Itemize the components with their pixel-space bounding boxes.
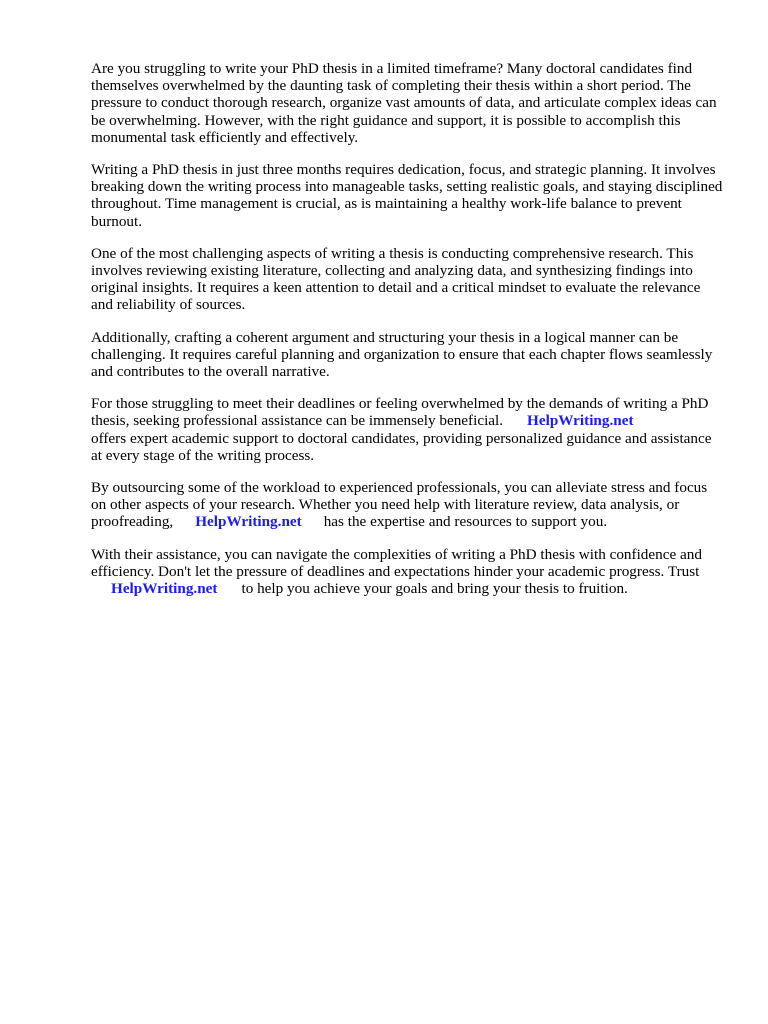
paragraph-closing xyxy=(91,546,723,598)
paragraph-assistance-text-after: offers expert academic support to doctoral candidates, providing personalized guidance and assistance at every stage of the writing process. xyxy=(91,429,712,464)
paragraph-assistance xyxy=(91,395,723,464)
paragraph-argument: Additionally, crafting a coherent argument and structuring your thesis in a logical manner can be challenging. It requires careful planning and organization to ensure that each chapter flows seamlessly and contributes to the overall narrative. xyxy=(91,328,713,381)
paragraph-closing-text-after: to help you achieve your goals and bring your thesis to fruition. xyxy=(241,580,628,598)
paragraph-outsourcing xyxy=(91,479,723,531)
paragraph-closing-text-before: With their assistance, you can navigate the complexities of writing a PhD thesis with confidence and efficiency. Don't let the pressure of deadlines and expectations hinder your academic progress. Trust xyxy=(91,545,702,580)
paragraph-time-management: Writing a PhD thesis in just three months requires dedication, focus, and strategic planning. It involves breaking down the writing process into manageable tasks, setting realistic goals, and staying disciplined throughout. Time management is crucial, as is maintaining a healthy work-life balance to prevent burnout. xyxy=(91,161,723,230)
helpwriting-link-2[interactable]: HelpWriting.net xyxy=(195,513,302,531)
document-body xyxy=(91,60,723,612)
helpwriting-link-1[interactable]: HelpWriting.net xyxy=(527,412,634,430)
paragraph-assistance-text-before: For those struggling to meet their deadlines or feeling overwhelmed by the demands of writing a PhD thesis, seeking professional assistance can be immensely beneficial. xyxy=(91,395,709,430)
paragraph-research: One of the most challenging aspects of writing a thesis is conducting comprehensive research. This involves reviewing existing literature, collecting and analyzing data, and synthesizing findings into original insights. It requires a keen attention to detail and a critical mindset to evaluate the relevance and reliability of sources. xyxy=(91,244,701,314)
helpwriting-link-3[interactable]: HelpWriting.net xyxy=(111,580,218,598)
paragraph-outsourcing-text-after: has the expertise and resources to support you. xyxy=(323,513,608,531)
paragraph-intro: Are you struggling to write your PhD thesis in a limited timeframe? Many doctoral candidates find themselves overwhelmed by the daunting task of completing their thesis within a short period. The pressure to conduct thorough research, organize vast amounts of data, and articulate complex ideas can be overwhelming. However, with the right guidance and support, it is possible to accomplish this monumental task efficiently and effectively. xyxy=(91,60,717,146)
paragraph-outsourcing-text-before: By outsourcing some of the workload to experienced professionals, you can alleviate stress and focus on other aspects of your research. Whether you need help with literature review, data analysis, or proofreading, xyxy=(91,479,708,531)
